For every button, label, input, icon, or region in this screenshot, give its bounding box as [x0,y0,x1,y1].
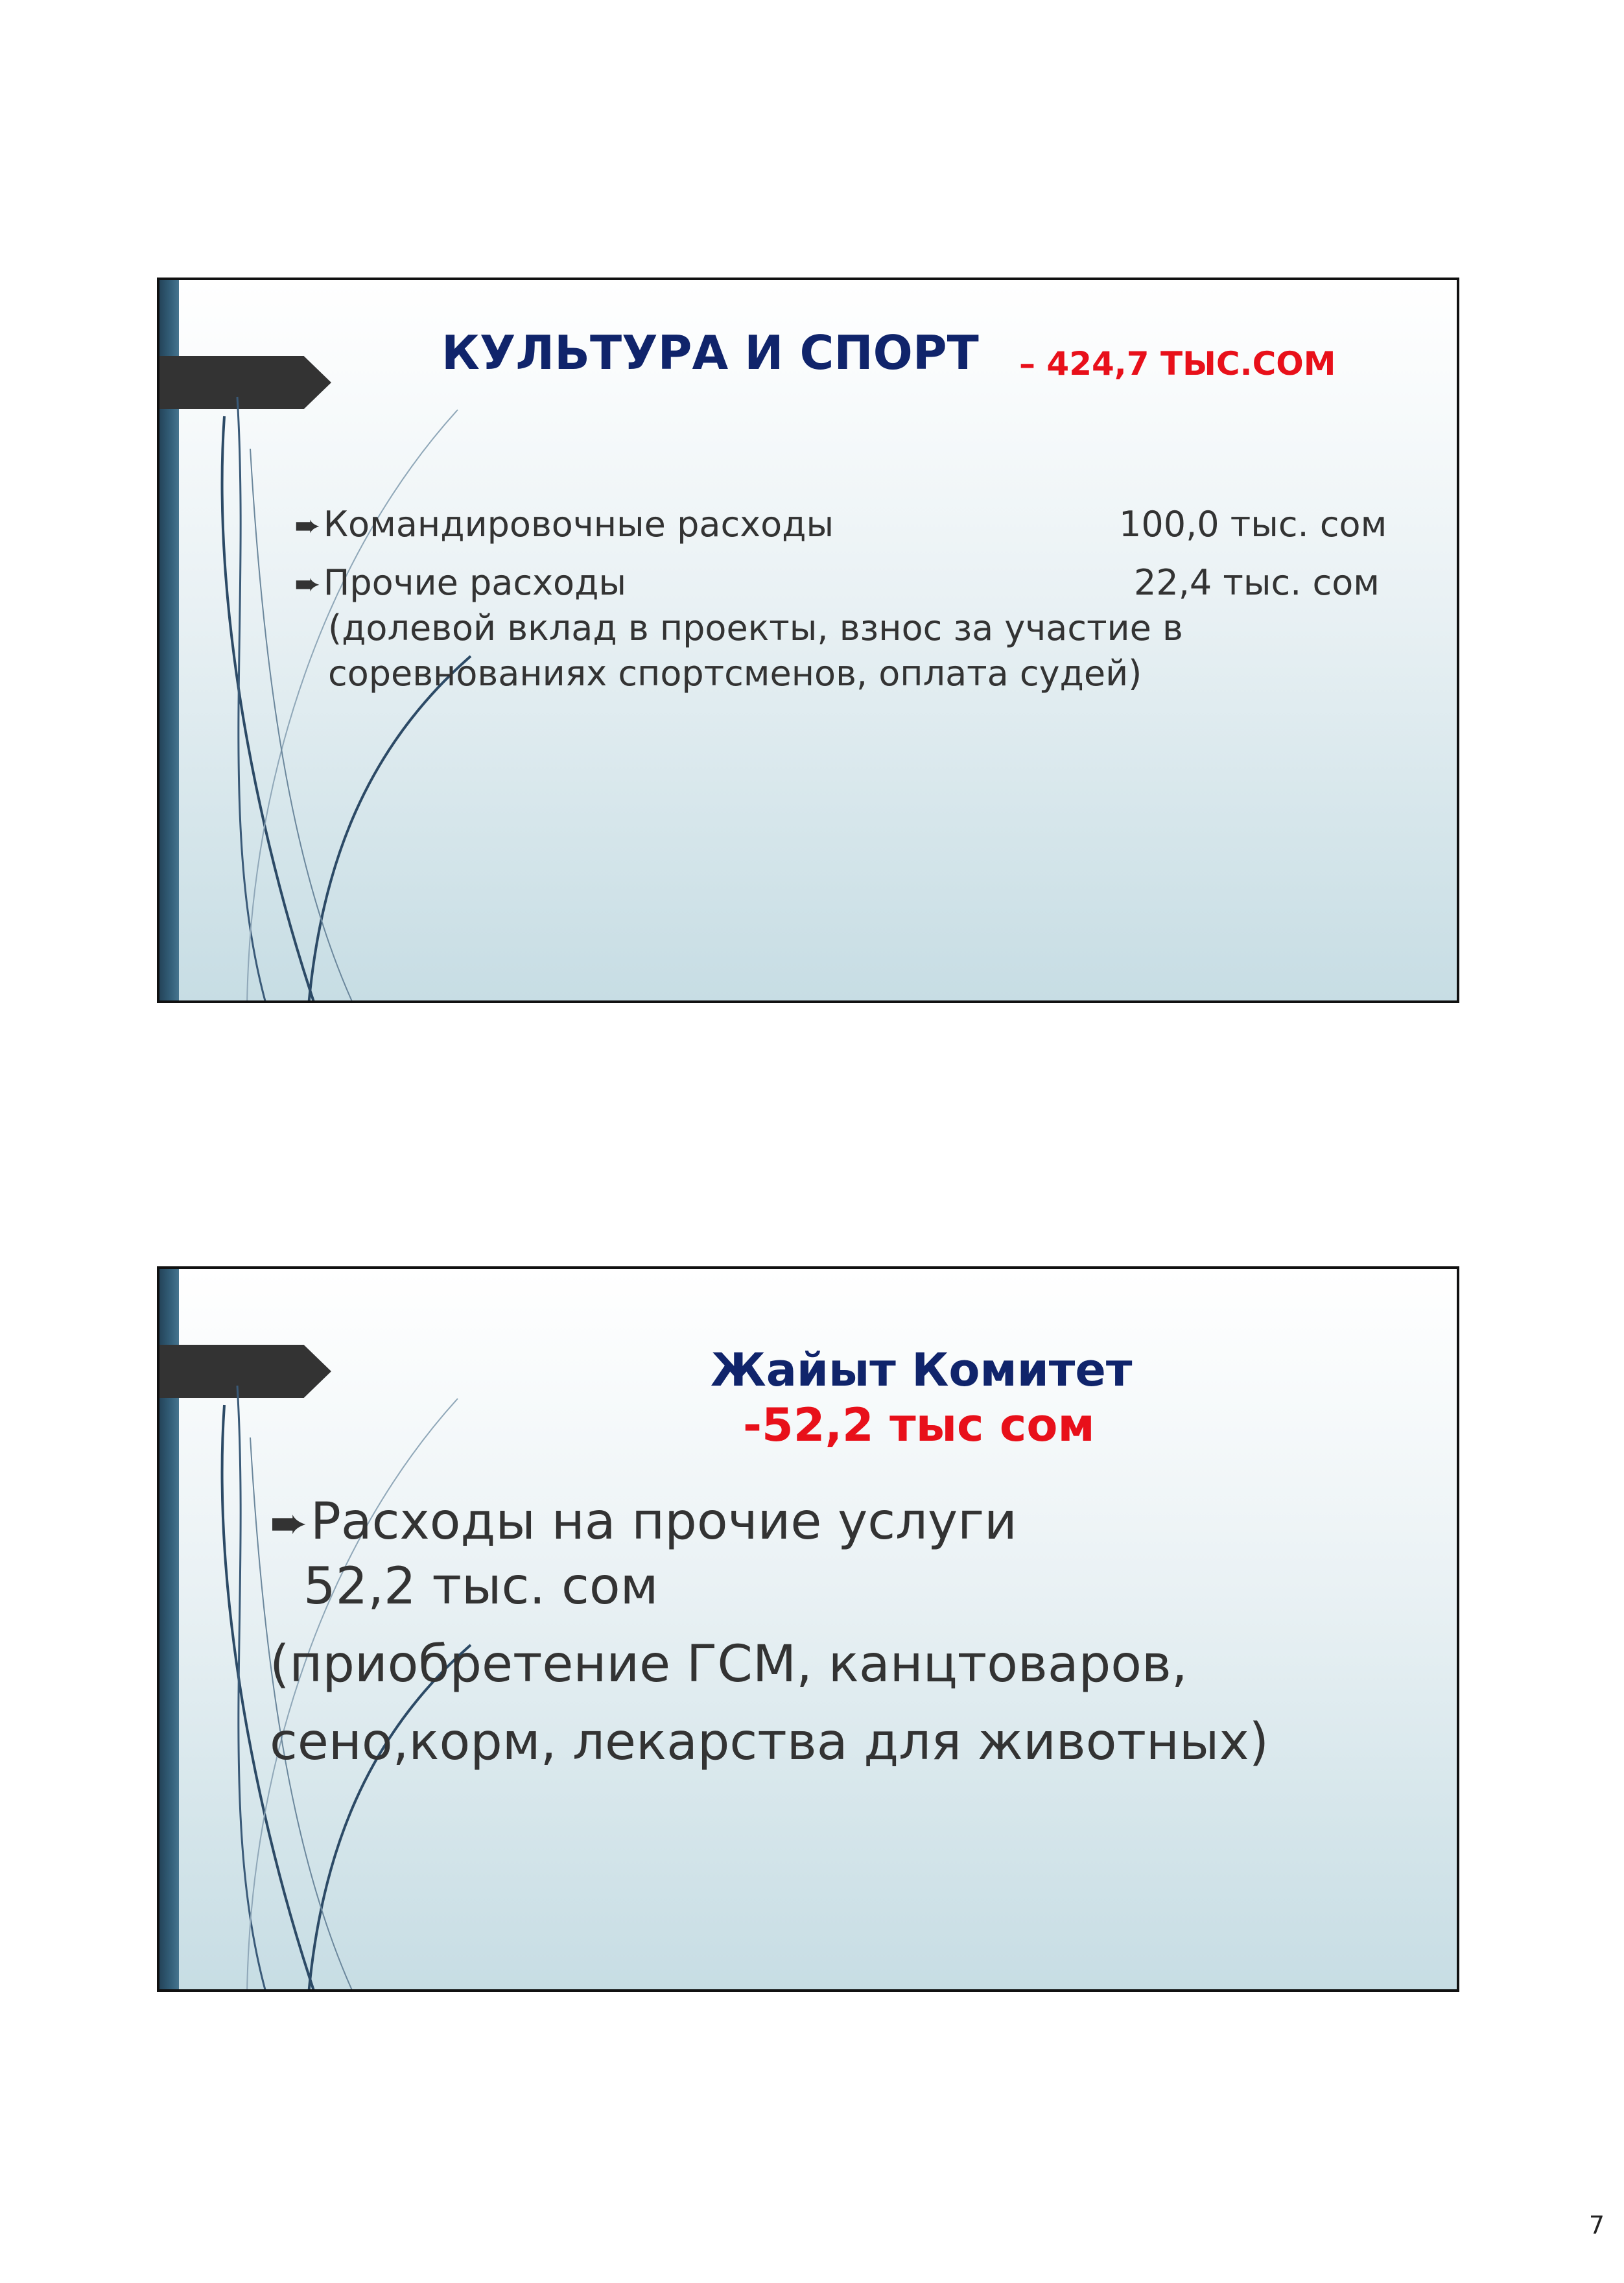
arrow-bullet-icon: ➨ [294,566,321,602]
note-line: соревнованиях спортсменов, оплата судей) [328,653,1142,694]
list-item [294,562,626,603]
note-line: сено,корм, лекарства для животных) [270,1713,1269,1771]
slide-title: КУЛЬТУРА И СПОРТ [441,325,979,380]
arrow-tag-shape [159,356,331,409]
note-line: (долевой вклад в проекты, взнос за участие в [328,608,1183,648]
arrow-tag-shape [159,1345,331,1398]
note-line: (приобретение ГСМ, канцтоваров, [270,1635,1188,1694]
slide-zhaiyt-committee [157,1266,1459,1992]
arrow-bullet-icon: ➨ [270,1496,308,1550]
page-number: 7 [1588,2211,1605,2240]
list-item [294,504,834,545]
slide-title-amount: -52,2 тыс сом [743,1399,1095,1452]
slide-title: Жайыт Комитет [711,1343,1133,1397]
arrow-bullet-icon: ➨ [294,508,321,544]
item-value: 100,0 тыс. сом [1119,504,1387,545]
item-label: Расходы на прочие услуги [310,1493,1017,1551]
slide-culture-sport [157,278,1459,1003]
item-value: 22,4 тыс. сом [1134,562,1380,603]
item-label: Командировочные расходы [323,504,834,545]
item-label: Прочие расходы [323,562,627,603]
item-value: 52,2 тыс. сом [303,1557,659,1616]
slide-title-amount: – 424,7 ТЫС.СОМ [1019,345,1336,383]
list-item [270,1493,1017,1551]
